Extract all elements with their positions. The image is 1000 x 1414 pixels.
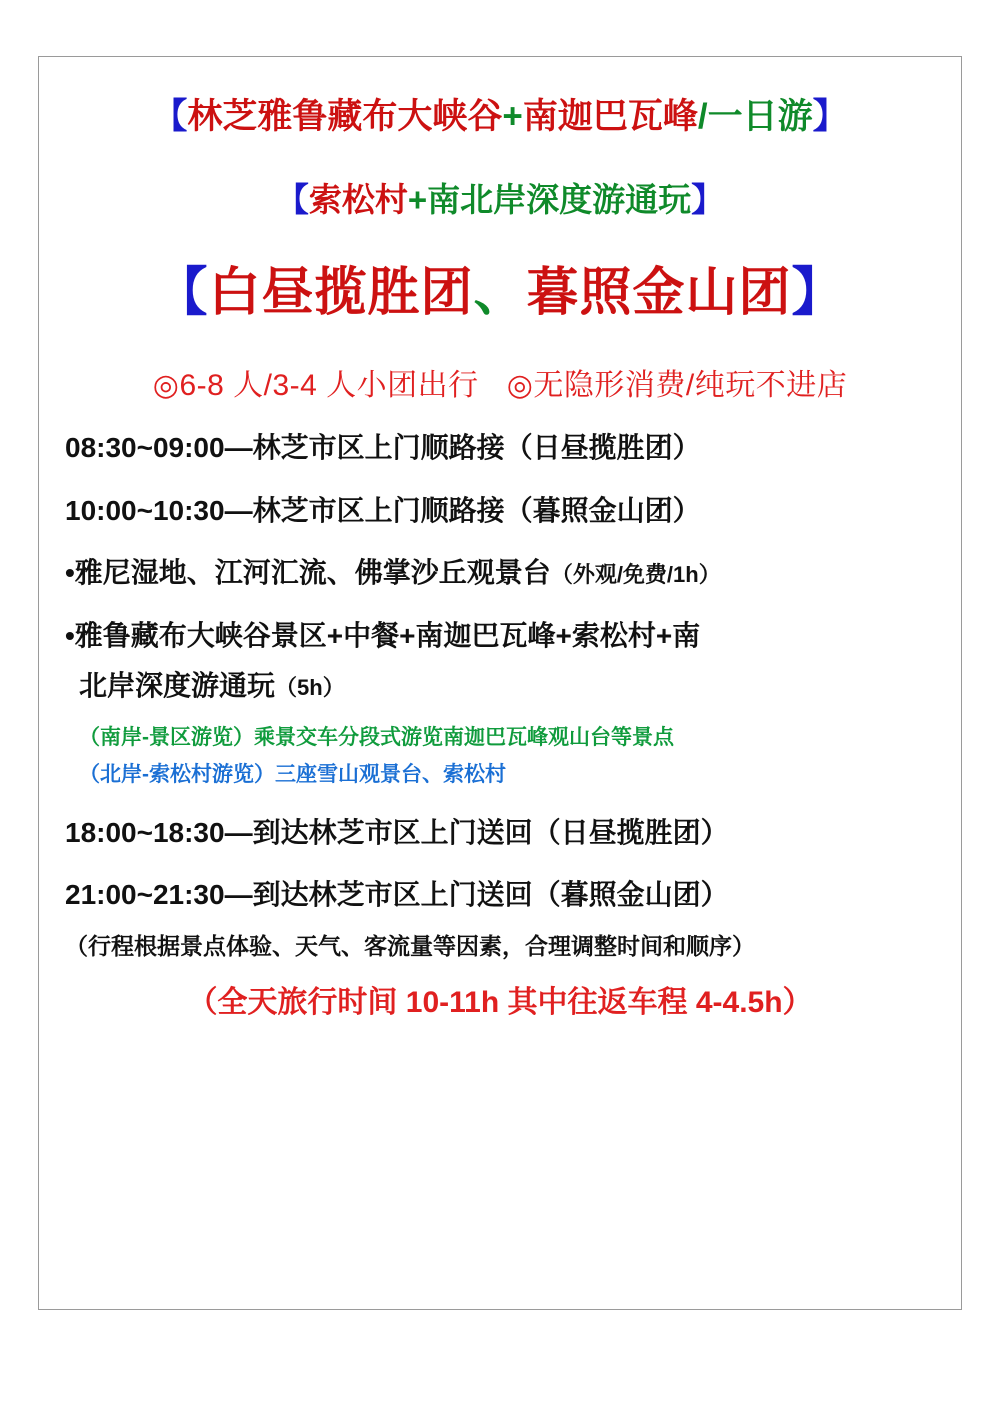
stop-2-main: •雅鲁藏布大峡谷景区+中餐+南迦巴瓦峰+索松村+南 <box>65 619 701 651</box>
title3-open-bracket: 【 <box>155 264 209 322</box>
title2-part-2: 南北岸深度游通玩 <box>427 180 692 218</box>
title3-close-bracket: 】 <box>791 264 845 322</box>
stop-item-canyon <box>65 618 935 654</box>
title3-part-2: 暮照金山团 <box>526 264 792 322</box>
title2-open-bracket: 【 <box>275 180 309 218</box>
title3-part-1: 白昼揽胜团 <box>208 264 474 322</box>
footnote-disclaimer: （行程根据景点体验、天气、客流量等因素，合理调整时间和顺序） <box>65 932 755 959</box>
stop-1-tail: （外观/免费/1h） <box>550 562 721 588</box>
title1-part-3: /一日游 <box>697 97 813 136</box>
title-line-2 <box>65 179 935 220</box>
highlight-subline <box>65 360 935 404</box>
stop-item-canyon-continued <box>79 668 935 704</box>
title1-open-bracket: 【 <box>152 97 188 136</box>
note-south-bank: （南岸-景区游览）乘景交车分段式游览南迦巴瓦峰观山台等景点 <box>79 726 674 750</box>
schedule-item-return-day-tour: 18:00~18:30—到达林芝市区上门送回（日昼揽胜团） <box>65 817 729 849</box>
title-line-1 <box>65 95 935 139</box>
title3-separator: 、 <box>473 264 527 322</box>
title2-plus: + <box>407 180 428 218</box>
subline-item-2: ◎无隐形消费/纯玩不进店 <box>506 369 848 403</box>
schedule-item-return-sunset-tour: 21:00~21:30—到达林芝市区上门送回（暮照金山团） <box>65 879 729 911</box>
stop-item-wetland <box>65 555 935 591</box>
stop-2-tail: （5h） <box>275 674 345 700</box>
title2-part-1: 索松村 <box>308 180 408 218</box>
poster-content <box>39 57 961 1309</box>
subline-item-1: ◎6-8 人/3-4 人小团出行 <box>152 369 479 403</box>
title1-part-2: 南迦巴瓦峰 <box>522 97 698 136</box>
title1-plus: + <box>502 97 523 136</box>
title2-close-bracket: 】 <box>691 180 725 218</box>
total-duration-note: （全天旅行时间 10-11h 其中往返车程 4-4.5h） <box>187 985 813 1019</box>
title-line-3 <box>65 262 935 324</box>
note-north-bank: （北岸-索松村游览）三座雪山观景台、索松村 <box>79 762 506 786</box>
title1-close-bracket: 】 <box>812 97 848 136</box>
poster-card <box>38 56 962 1310</box>
schedule-item-morning-sunset-tour: 10:00~10:30—林芝市区上门顺路接（暮照金山团） <box>65 494 701 526</box>
stop-2-cont: 北岸深度游通玩 <box>79 669 276 701</box>
schedule-item-morning-day-tour: 08:30~09:00—林芝市区上门顺路接（日昼揽胜团） <box>65 432 701 464</box>
title1-part-1: 林芝雅鲁藏布大峡谷 <box>187 97 503 136</box>
stop-1-main: •雅尼湿地、江河汇流、佛掌沙丘观景台 <box>65 557 551 589</box>
